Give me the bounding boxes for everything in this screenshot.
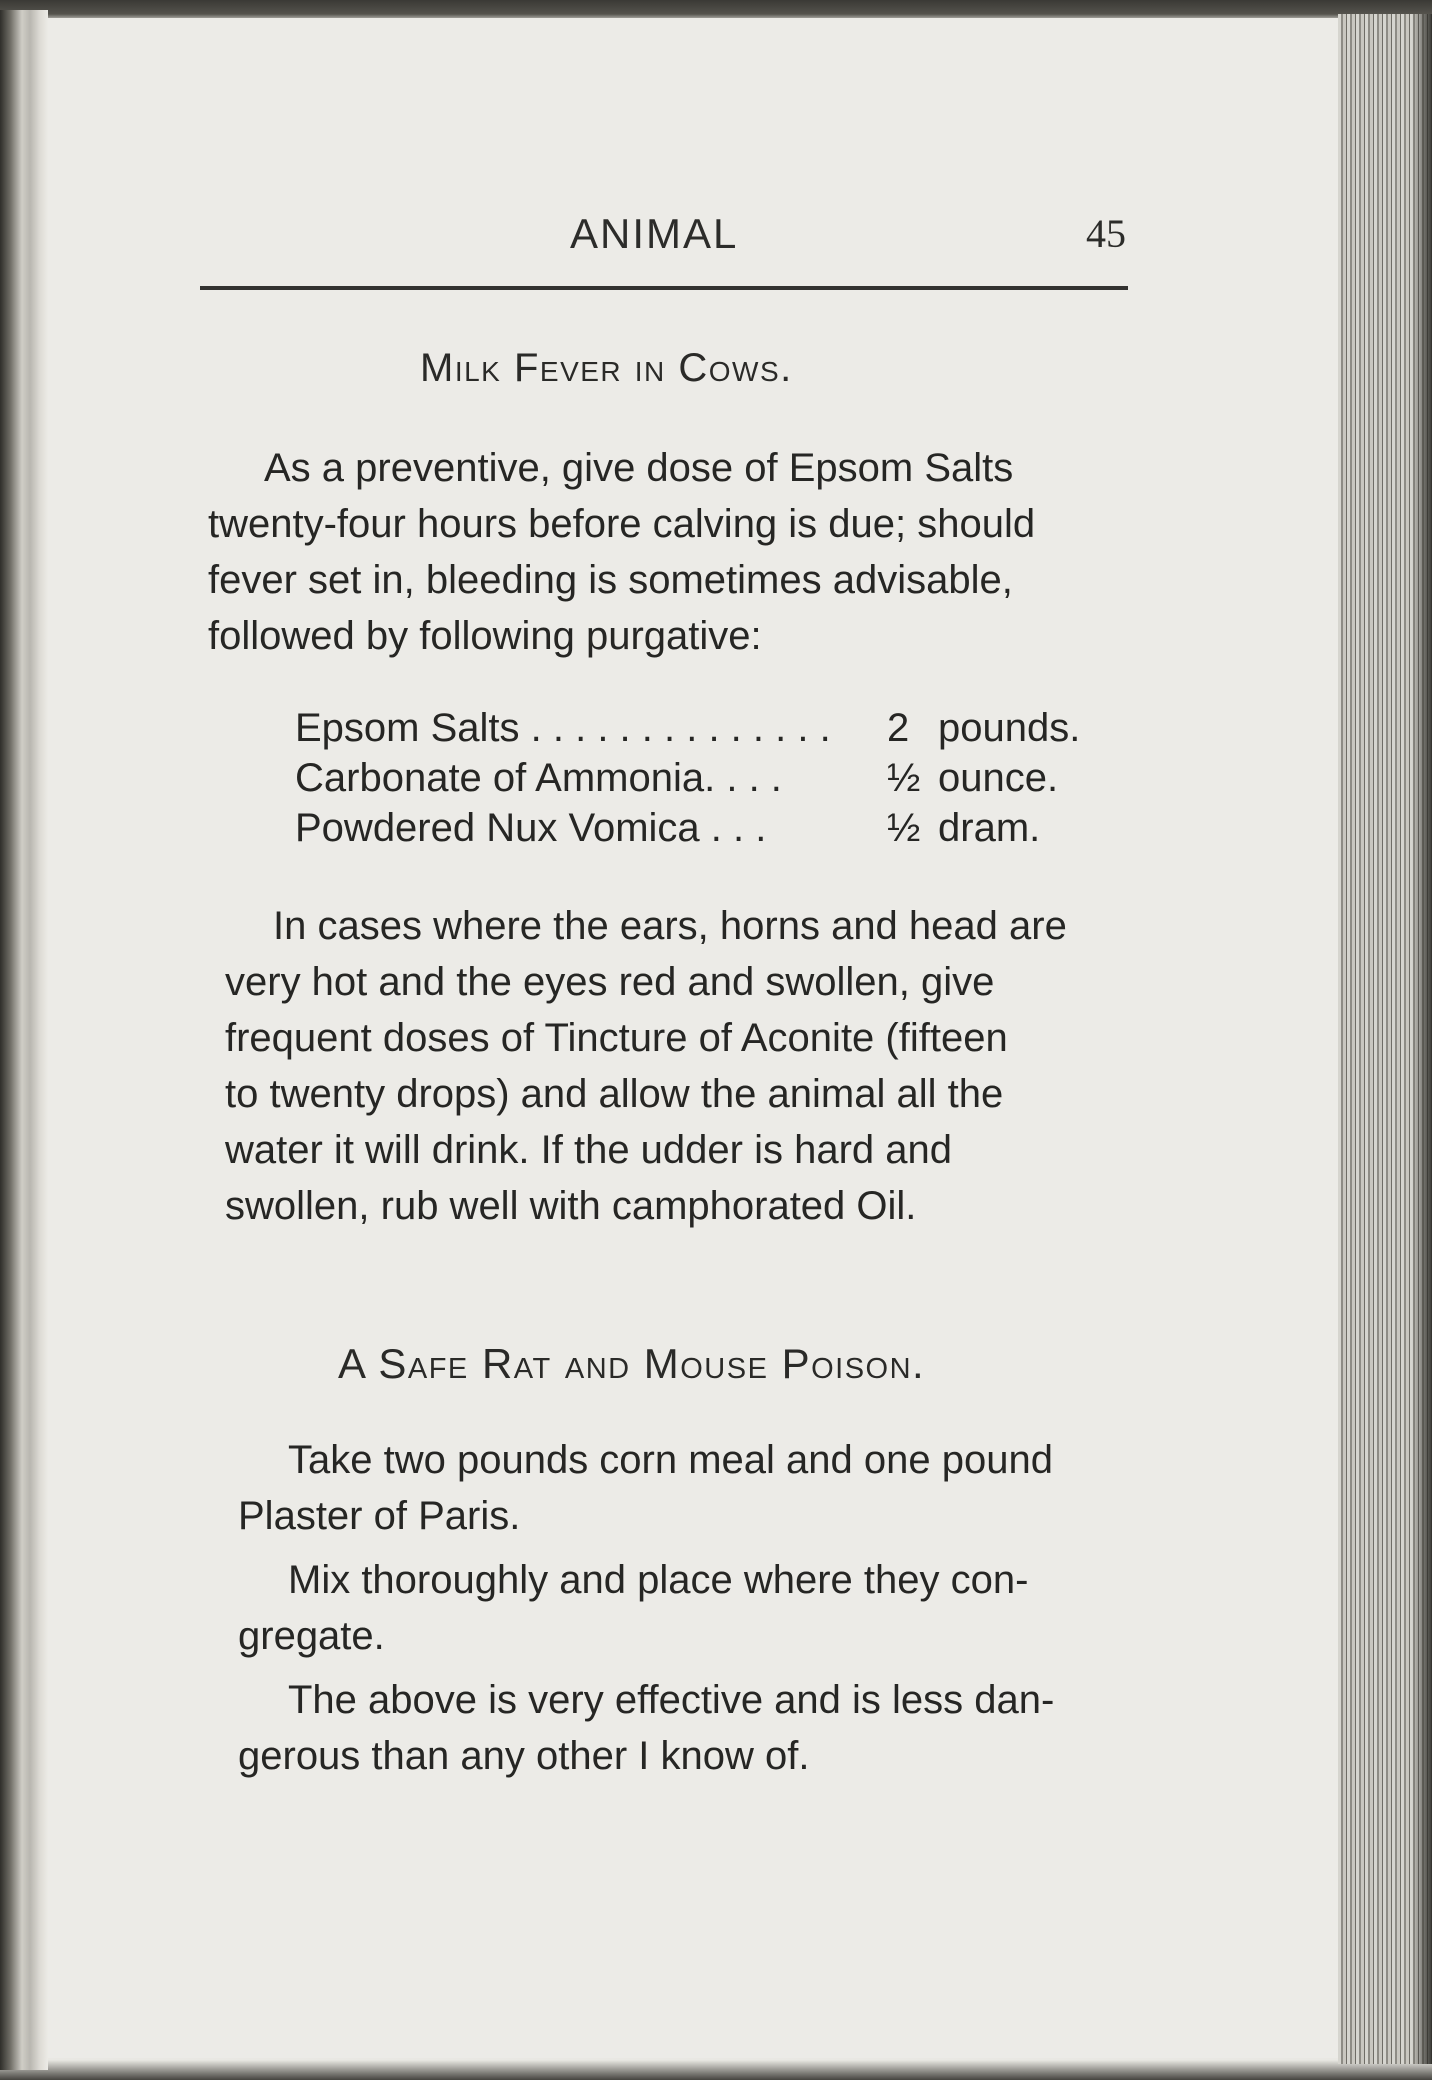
recipe-unit: dram. (938, 806, 1041, 850)
recipe-unit: pounds. (938, 706, 1081, 750)
text-line: Plaster of Paris. (238, 1494, 521, 1538)
recipe-amount: 2 (887, 706, 910, 750)
section-title-milk-fever: Milk Fever in Cows. (420, 346, 793, 390)
text-line: gerous than any other I know of. (238, 1734, 810, 1778)
text-line: followed by following purgative: (208, 614, 762, 658)
recipe-amount: ½ (887, 806, 921, 850)
page-number: 45 (1086, 211, 1126, 256)
book-gutter (0, 10, 48, 2070)
header-rule (200, 286, 1128, 290)
text-line: gregate. (238, 1614, 385, 1658)
text-line: frequent doses of Tincture of Aconite (fifteen (225, 1016, 1008, 1060)
recipe-ingredient: Carbonate of Ammonia. . . . (295, 756, 782, 800)
section-title-rat-poison: A Safe Rat and Mouse Poison. (338, 1340, 926, 1387)
text-line: twenty-four hours before calving is due; should (208, 502, 1036, 546)
recipe-unit: ounce. (938, 756, 1059, 800)
rat-poison-paragraph (238, 1672, 1054, 1784)
recipe-ingredient: Epsom Salts . . . . . . . . . . . . . . (295, 706, 831, 750)
page-header (200, 210, 1128, 270)
milk-fever-body (225, 898, 1067, 1234)
text-line: fever set in, bleeding is sometimes advisable, (208, 558, 1013, 602)
text-line: very hot and the eyes red and swollen, give (225, 960, 995, 1004)
text-line: swollen, rub well with camphorated Oil. (225, 1184, 917, 1228)
text-line: water it will drink. If the udder is hard and (225, 1128, 953, 1172)
rat-poison-paragraph (238, 1552, 1028, 1664)
page-edges (1338, 14, 1432, 2064)
recipe-ingredient: Powdered Nux Vomica . . . (295, 806, 767, 850)
running-head: ANIMAL (570, 210, 739, 257)
text-line: The above is very effective and is less dan- (288, 1678, 1055, 1722)
milk-fever-intro (208, 440, 1035, 664)
text-line: As a preventive, give dose of Epsom Salts (264, 446, 1014, 490)
recipe-amount: ½ (887, 756, 921, 800)
text-line: In cases where the ears, horns and head are (273, 904, 1067, 948)
text-line: Take two pounds corn meal and one pound (288, 1438, 1053, 1482)
text-line: Mix thoroughly and place where they con- (288, 1558, 1029, 1602)
text-line: to twenty drops) and allow the animal all the (225, 1072, 1004, 1116)
rat-poison-paragraph (238, 1432, 1053, 1544)
